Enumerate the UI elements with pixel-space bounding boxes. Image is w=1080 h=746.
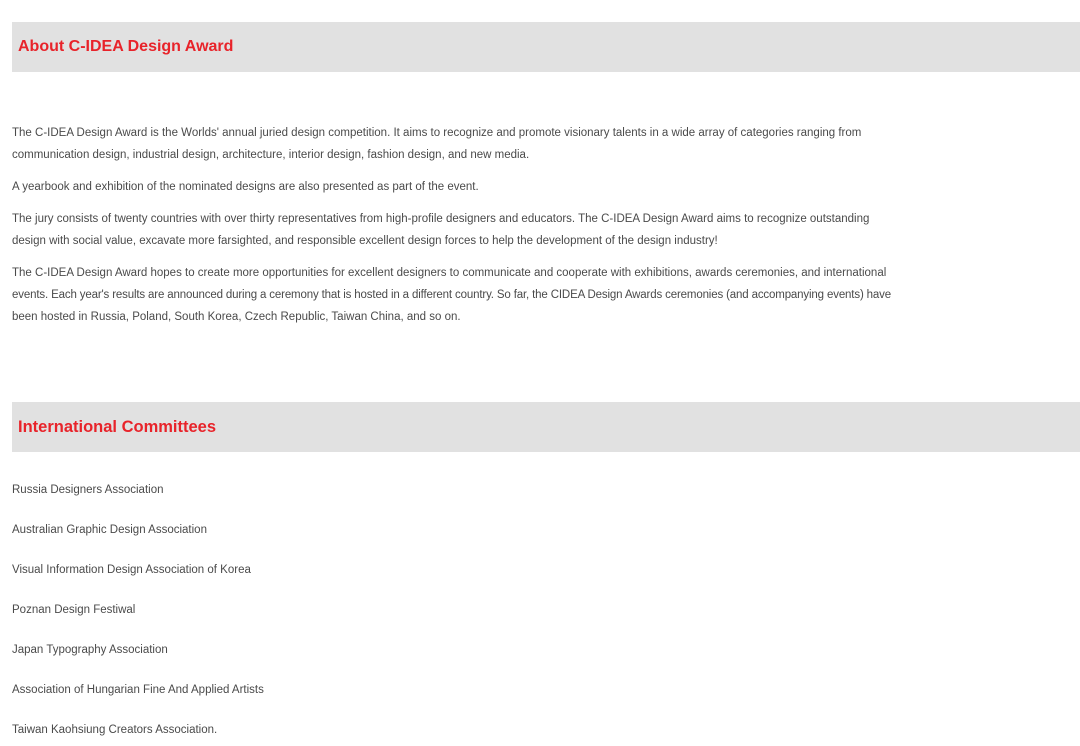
list-item: Japan Typography Association [12, 644, 168, 656]
committees-list [12, 478, 1080, 746]
list-item: Australian Graphic Design Association [12, 524, 207, 536]
list-item: Association of Hungarian Fine And Applied Artists [12, 684, 264, 696]
about-paragraph-1-line-1: The C-IDEA Design Award is the Worlds' annual juried design competition. It aims to recognize and promote visionary talents in a wide array of categories ranging from [12, 127, 862, 139]
about-paragraph-1-line-2: communication design, industrial design, architecture, interior design, fashion design, and new media. [12, 149, 530, 161]
about-paragraph-3-line-1: The jury consists of twenty countries with over thirty representatives from high-profile designers and educators. The C-IDEA Design Award aims to recognize outstanding [12, 213, 870, 225]
about-paragraph-4-line-3: been hosted in Russia, Poland, South Korea, Czech Republic, Taiwan China, and so on. [12, 311, 461, 323]
list-item: Taiwan Kaohsiung Creators Association. [12, 724, 218, 736]
about-paragraph-1 [12, 122, 1080, 166]
committees-section-header [12, 402, 1080, 452]
about-paragraph-4 [12, 262, 1080, 328]
about-paragraph-4-line-1: The C-IDEA Design Award hopes to create more opportunities for excellent designers to communicate and cooperate with exhibitions, awards ceremonies, and international [12, 267, 887, 279]
about-paragraph-2-line-1: A yearbook and exhibition of the nominated designs are also presented as part of the event. [12, 181, 479, 193]
about-paragraph-4-line-2: events. Each year's results are announced during a ceremony that is hosted in a different country. So far, the CIDEA Design Awards ceremonies (and accompanying events) have [12, 289, 892, 301]
list-item: Russia Designers Association [12, 484, 164, 496]
about-section-header [12, 22, 1080, 72]
list-item: Poznan Design Festiwal [12, 604, 136, 616]
committees-section-title: International Committees [18, 417, 217, 436]
about-section-body [12, 122, 1080, 338]
list-item: Visual Information Design Association of Korea [12, 564, 251, 576]
about-paragraph-2 [12, 176, 1080, 198]
about-paragraph-3-line-2: design with social value, excavate more farsighted, and responsible excellent design forces to help the development of the design industry! [12, 235, 718, 247]
about-section-title: About C-IDEA Design Award [18, 38, 234, 55]
about-paragraph-3 [12, 208, 1080, 252]
